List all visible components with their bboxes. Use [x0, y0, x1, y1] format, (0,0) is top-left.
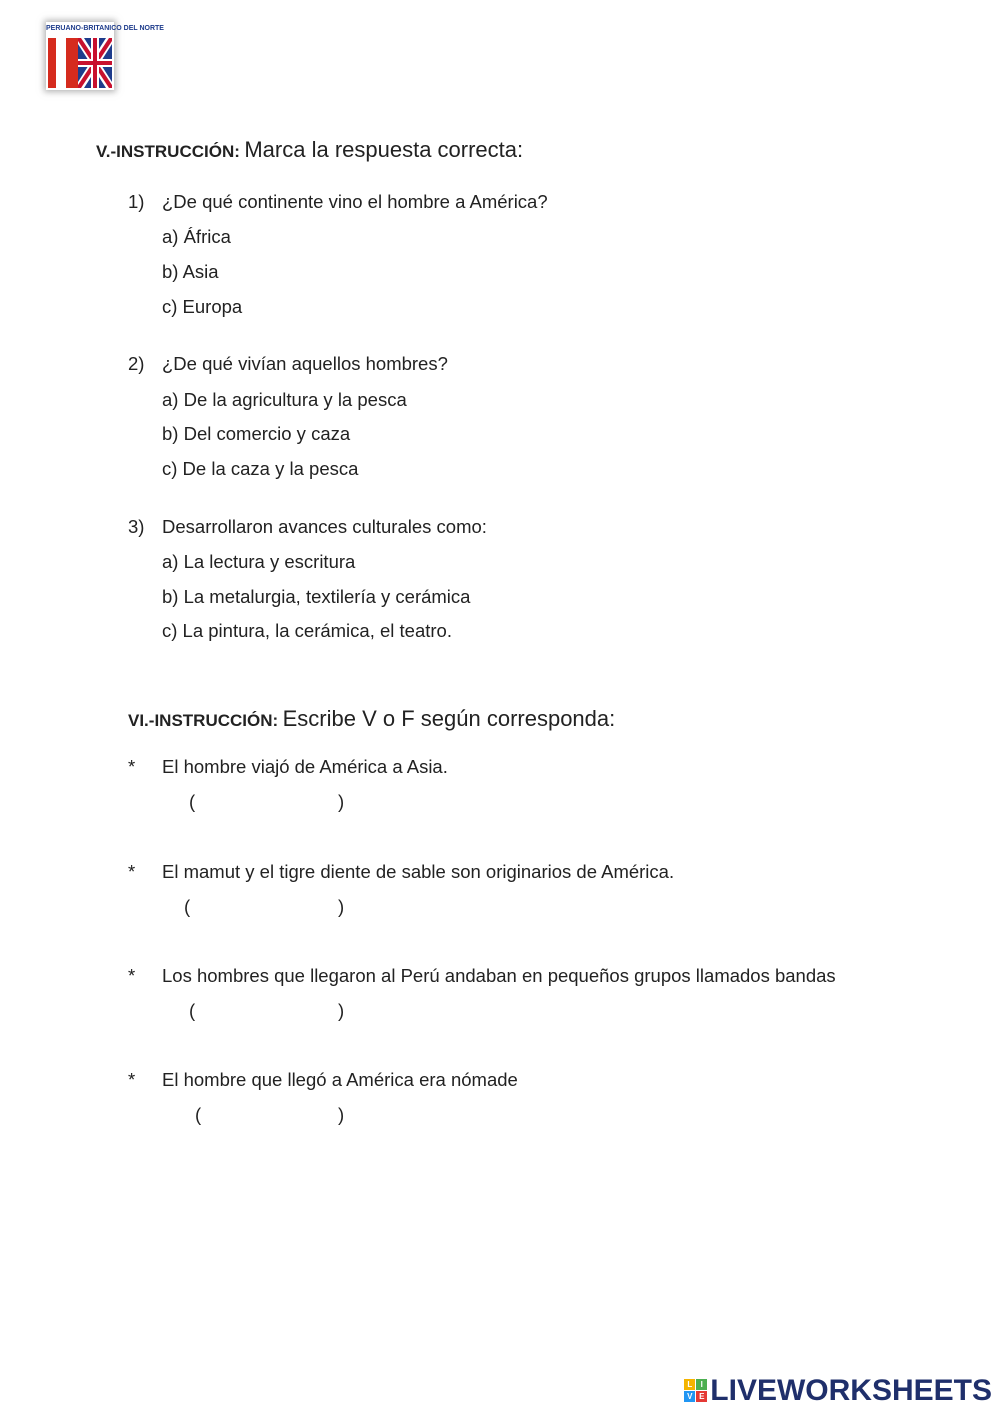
- question-1-number: 1): [128, 191, 145, 212]
- logo-letter-i: I: [696, 1379, 707, 1390]
- statement-1-bullet: *: [128, 756, 136, 777]
- question-3-number: 3): [128, 516, 145, 537]
- question-3-option-b[interactable]: b) La metalurgia, textilería y cerámica: [162, 586, 471, 607]
- statement-2-answer-field[interactable]: [196, 894, 332, 920]
- question-2-option-a[interactable]: a) De la agricultura y la pesca: [162, 389, 407, 410]
- statement-2-bullet: *: [128, 861, 136, 882]
- section-6-label: VI.-INSTRUCCIÓN:: [128, 711, 279, 730]
- question-1-option-b[interactable]: b) Asia: [162, 261, 219, 282]
- statement-1-answer-field[interactable]: [200, 789, 332, 815]
- logo-text: PERUANO-BRITANICO DEL NORTE: [46, 25, 164, 32]
- question-3-option-c[interactable]: c) La pintura, la cerámica, el teatro.: [162, 620, 452, 641]
- liveworksheets-logo-icon: [684, 1379, 708, 1403]
- section-5-label: V.-INSTRUCCIÓN:: [96, 142, 240, 161]
- section-5-heading: [96, 137, 523, 163]
- statement-3-text: Los hombres que llegaron al Perú andaban en pequeños grupos llamados bandas: [162, 965, 836, 986]
- logo-letter-l: L: [684, 1379, 695, 1390]
- statement-3-open-paren: (: [189, 1000, 196, 1021]
- statement-2-close-paren: ): [338, 896, 345, 917]
- question-2-option-c[interactable]: c) De la caza y la pesca: [162, 458, 359, 479]
- question-1-option-c[interactable]: c) Europa: [162, 296, 243, 317]
- school-logo: [46, 22, 164, 90]
- question-2-text: ¿De qué vivían aquellos hombres?: [162, 353, 448, 374]
- statement-4-answer-field[interactable]: [206, 1102, 332, 1128]
- logo-letter-v: V: [684, 1391, 695, 1402]
- statement-4-bullet: *: [128, 1069, 136, 1090]
- statement-4-text: El hombre que llegó a América era nómade: [162, 1069, 518, 1090]
- statement-4-close-paren: ): [338, 1104, 345, 1125]
- statement-3-answer-field[interactable]: [200, 998, 332, 1024]
- statement-4-open-paren: (: [195, 1104, 202, 1125]
- statement-1-text: El hombre viajó de América a Asia.: [162, 756, 448, 777]
- statement-3-bullet: *: [128, 965, 136, 986]
- section-6-instruction: Escribe V o F según corresponda:: [282, 706, 616, 731]
- question-3-option-a[interactable]: a) La lectura y escritura: [162, 551, 356, 572]
- liveworksheets-wordmark: LIVEWORKSHEETS: [710, 1374, 992, 1407]
- liveworksheets-brand: [684, 1374, 992, 1408]
- question-3-text: Desarrollaron avances culturales como:: [162, 516, 487, 537]
- statement-1-close-paren: ): [338, 791, 345, 812]
- section-6-heading: [128, 706, 615, 732]
- statement-3-close-paren: ): [338, 1000, 345, 1021]
- logo-letter-e: E: [696, 1391, 707, 1402]
- statement-1-open-paren: (: [189, 791, 196, 812]
- question-1-option-a[interactable]: a) África: [162, 226, 231, 247]
- section-5-instruction: Marca la respuesta correcta:: [244, 137, 524, 162]
- question-2-number: 2): [128, 353, 145, 374]
- question-1-text: ¿De qué continente vino el hombre a América?: [162, 191, 548, 212]
- statement-2-open-paren: (: [184, 896, 191, 917]
- question-2-option-b[interactable]: b) Del comercio y caza: [162, 423, 351, 444]
- statement-2-text: El mamut y el tigre diente de sable son originarios de América.: [162, 861, 675, 882]
